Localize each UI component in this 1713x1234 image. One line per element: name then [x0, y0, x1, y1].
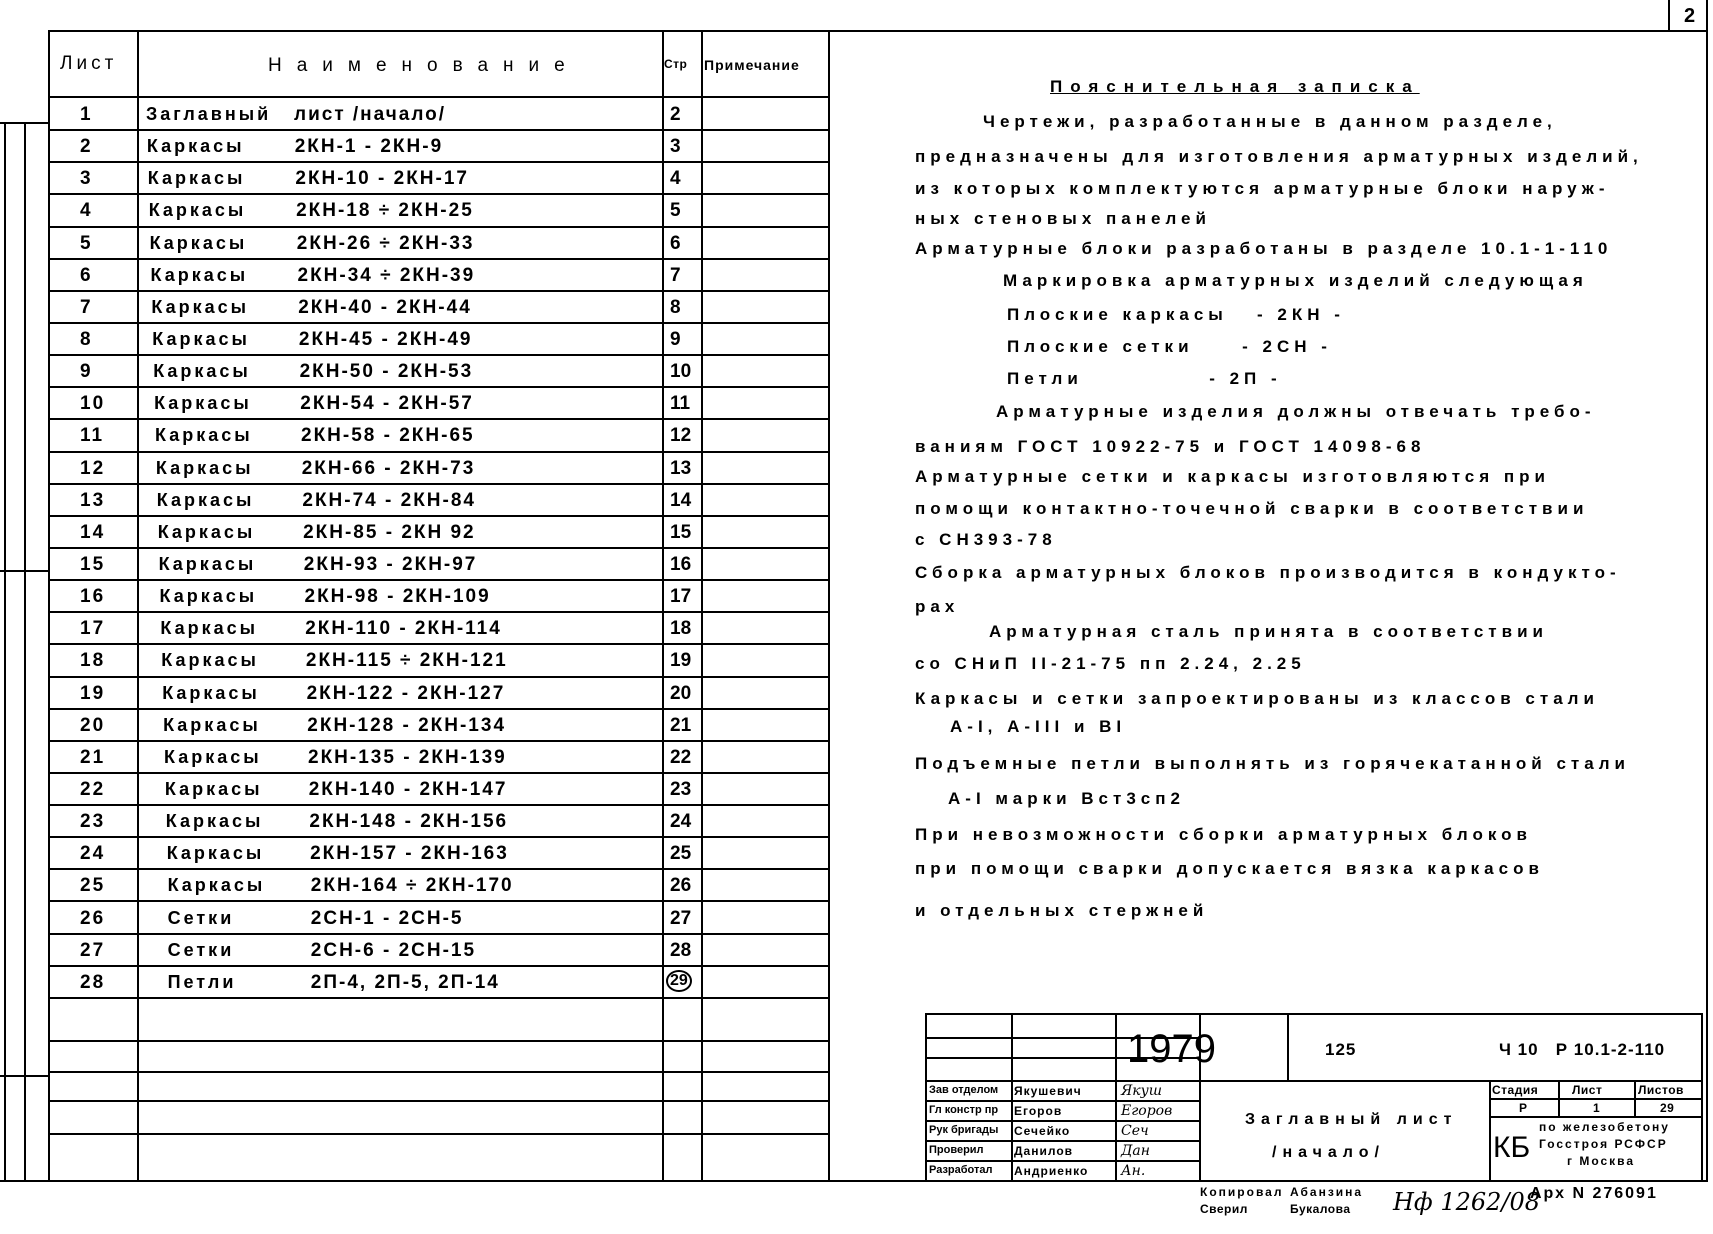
row-type: Каркасы — [160, 618, 259, 639]
row-number: 13 — [80, 489, 106, 511]
row-range: 2КН-74 - 2КН-84 — [302, 489, 476, 511]
row-page: 7 — [670, 264, 681, 286]
row-range: 2СН-1 - 2СН-5 — [310, 907, 464, 929]
row-type: Каркасы — [165, 811, 264, 832]
row-range: 2П-4, 2П-5, 2П-14 — [310, 971, 500, 993]
row-type: Каркасы — [146, 136, 245, 157]
row-number: 15 — [80, 553, 106, 575]
row-range: 2КН-110 - 2КН-114 — [305, 618, 502, 640]
year: 1979 — [1127, 1027, 1216, 1071]
signature: Якуш — [1121, 1083, 1163, 1099]
grid-line — [1287, 1015, 1289, 1080]
series-code: 125 — [1325, 1040, 1357, 1059]
row-page: 29 — [666, 970, 692, 992]
row-type: Каркасы — [155, 425, 253, 446]
note-line: Арматурные блоки разработаны в разделе 10.1-1-110 — [915, 239, 1613, 258]
row-type: Каркасы — [147, 168, 246, 189]
row-number: 23 — [80, 811, 106, 833]
row-type: Заглавный — [146, 104, 272, 124]
row-page: 9 — [670, 328, 681, 350]
row-number: 12 — [80, 457, 106, 479]
row-type: Каркасы — [163, 714, 261, 735]
signature: Дан — [1121, 1143, 1150, 1159]
row-range: 2КН-45 - 2КН-49 — [298, 328, 473, 350]
staff-name: Егоров — [1014, 1104, 1063, 1118]
row-page: 21 — [670, 714, 692, 736]
row-page: 11 — [670, 393, 691, 415]
row-range: 2КН-34 ÷ 2КН-39 — [297, 264, 476, 286]
staff-name: Сечейко — [1014, 1124, 1071, 1138]
row-page: 18 — [670, 618, 692, 640]
row-number: 14 — [80, 521, 106, 543]
note-line: Петли - 2П - — [1007, 369, 1282, 388]
row-range: 2КН-40 - 2КН-44 — [298, 296, 472, 318]
row-number: 2 — [80, 136, 93, 158]
row-type: Каркасы — [151, 296, 250, 317]
row-type: Каркасы — [159, 586, 258, 607]
row-range: 2КН-135 - 2КН-139 — [308, 746, 507, 768]
row-number: 24 — [80, 843, 106, 865]
org-abbr: КБ — [1493, 1131, 1531, 1164]
row-range: 2КН-93 - 2КН-97 — [303, 553, 478, 575]
margin-strip-divider — [0, 1075, 48, 1077]
grid-line — [1489, 1098, 1701, 1100]
row-page: 24 — [670, 811, 692, 833]
note-line: и отдельных стержней — [915, 901, 1209, 920]
row-range: 2КН-10 - 2КН-17 — [295, 168, 469, 190]
org-line: по железобетону — [1539, 1120, 1670, 1134]
row-number: 4 — [80, 200, 93, 222]
row-page: 6 — [670, 232, 681, 254]
note-line: А-I марки Вст3сп2 — [948, 789, 1185, 808]
row-type: Каркасы — [153, 361, 251, 382]
note-line: предназначены для изготовления арматурных изделий, — [915, 147, 1643, 166]
row-number: 8 — [80, 328, 93, 350]
row-page: 23 — [670, 778, 692, 800]
staff-role: Проверил — [929, 1144, 984, 1156]
row-page: 12 — [670, 425, 692, 447]
row-number: 10 — [80, 393, 106, 415]
row-number: 9 — [80, 361, 93, 383]
row-type: Каркасы — [164, 746, 262, 767]
org-line: Госстроя РСФСР — [1539, 1137, 1668, 1151]
staff-name: Данилов — [1014, 1144, 1074, 1158]
row-range: 2КН-26 ÷ 2КН-33 — [296, 232, 475, 254]
note-line: из которых комплектуются арматурные блоки наруж- — [915, 179, 1610, 198]
row-page: 14 — [670, 489, 692, 511]
row-type: Каркасы — [155, 457, 254, 478]
note-line: Плоские сетки - 2СН - — [1007, 337, 1332, 356]
row-type: Каркасы — [150, 264, 249, 285]
empty-row-divider — [50, 1133, 828, 1135]
row-page: 26 — [670, 875, 692, 897]
row-range: 2КН-1 - 2КН-9 — [294, 136, 444, 158]
row-page: 19 — [670, 650, 692, 672]
row-page: 10 — [670, 361, 692, 383]
note-line: Маркировка арматурных изделий следующая — [1003, 271, 1588, 290]
staff-name: Андриенко — [1014, 1164, 1089, 1178]
checked-label: Сверил — [1200, 1202, 1248, 1216]
signature: Егоров — [1121, 1103, 1173, 1119]
sheet-label: Лист — [1572, 1083, 1603, 1097]
page-number: 2 — [1684, 5, 1699, 27]
note-line: Каркасы и сетки запроектированы из классов стали — [915, 689, 1599, 708]
sheet-title: Заглавный лист — [1245, 1111, 1458, 1128]
empty-row-divider — [50, 1071, 828, 1073]
row-number: 17 — [80, 618, 106, 640]
row-range: 2КН-85 - 2КН 92 — [303, 521, 476, 543]
signature: Ан. — [1121, 1163, 1146, 1179]
grid-line — [927, 1140, 1199, 1142]
note-line: помощи контактно-точечной сварки в соответствии — [915, 499, 1589, 518]
row-range: 2КН-122 - 2КН-127 — [306, 682, 506, 704]
header-name: Наименование — [268, 55, 580, 76]
row-number: 6 — [80, 264, 93, 286]
row-number: 22 — [80, 778, 106, 800]
archive-number: Арх N 276091 — [1530, 1185, 1658, 1202]
row-number: 19 — [80, 682, 106, 704]
row-range: 2СН-6 - 2СН-15 — [310, 939, 477, 961]
staff-role: Гл констр пр — [929, 1104, 999, 1116]
row-number: 25 — [80, 875, 106, 897]
row-page: 17 — [670, 586, 692, 608]
sheets-value: 29 — [1660, 1101, 1675, 1115]
row-type: Каркасы — [152, 328, 250, 349]
staff-role: Зав отделом — [929, 1084, 999, 1096]
row-page: 20 — [670, 682, 692, 704]
row-type: Каркасы — [154, 393, 252, 414]
row-number: 27 — [80, 939, 106, 961]
row-type: Каркасы — [158, 553, 257, 574]
staff-role: Рук бригады — [929, 1124, 999, 1136]
grid-line — [1115, 1015, 1117, 1182]
row-range: 2КН-148 - 2КН-156 — [309, 811, 509, 833]
grid-line — [927, 1120, 1199, 1122]
row-range: 2КН-50 - 2КН-53 — [299, 361, 474, 383]
note-line: Плоские каркасы - 2КН - — [1007, 305, 1345, 324]
grid-line — [1489, 1116, 1701, 1118]
row-type: Сетки — [167, 907, 235, 928]
note-line: со СНиП II-21-75 пп 2.24, 2.25 — [915, 654, 1306, 673]
note-line: Арматурные изделия должны отвечать требо- — [996, 402, 1596, 421]
title-block — [925, 1013, 1703, 1182]
note-line: Чертежи, разработанные в данном разделе, — [983, 112, 1557, 131]
row-page: 4 — [670, 168, 681, 190]
note-line: рах — [915, 597, 960, 616]
copied-by: Абанзина — [1290, 1185, 1364, 1199]
sheet-subtitle: /начало/ — [1272, 1144, 1385, 1161]
row-type: Петли — [167, 971, 237, 992]
row-page: 22 — [670, 746, 692, 768]
header-sheet: Лист — [60, 53, 118, 74]
grid-line — [1489, 1080, 1491, 1182]
note-line: При невозможности сборки арматурных блоков — [915, 825, 1532, 844]
signature: Сеч — [1121, 1123, 1149, 1139]
row-type: Каркасы — [156, 489, 255, 510]
row-type: Каркасы — [164, 778, 263, 799]
grid-line — [927, 1160, 1199, 1162]
staff-role: Разработал — [929, 1164, 993, 1176]
note-line: Арматурные сетки и каркасы изготовляются при — [915, 467, 1550, 486]
row-type: Каркасы — [148, 200, 247, 221]
row-page: 28 — [670, 939, 692, 961]
org-line: г Москва — [1567, 1154, 1636, 1168]
row-range: лист /начало/ — [294, 104, 447, 125]
row-page: 16 — [670, 553, 692, 575]
row-type: Каркасы — [149, 232, 248, 253]
row-number: 26 — [80, 907, 106, 929]
row-number: 16 — [80, 586, 106, 608]
sheet-value: 1 — [1593, 1101, 1601, 1115]
staff-name: Якушевич — [1014, 1084, 1082, 1098]
row-type: Каркасы — [161, 650, 259, 671]
row-type: Сетки — [167, 939, 235, 960]
empty-row-divider — [50, 1100, 828, 1102]
row-range: 2КН-18 ÷ 2КН-25 — [296, 200, 474, 222]
grid-line — [927, 1080, 1701, 1082]
handwritten-ref: Нф 1262/08 — [1393, 1188, 1541, 1216]
row-number: 20 — [80, 714, 106, 736]
note-line: Подъемные петли выполнять из горячекатанной стали — [915, 754, 1630, 773]
header-page: Стр — [664, 57, 688, 71]
stage-value: Р — [1519, 1101, 1528, 1115]
header-note: Примечание — [704, 57, 800, 73]
row-page: 2 — [670, 104, 681, 125]
row-page: 13 — [670, 457, 692, 479]
sheets-label: Листов — [1638, 1083, 1684, 1097]
note-line: при помощи сварки допускается вязка каркасов — [915, 859, 1544, 878]
row-range: 2КН-115 ÷ 2КН-121 — [305, 650, 508, 672]
row-range: 2КН-128 - 2КН-134 — [307, 714, 507, 736]
grid-line — [927, 1100, 1199, 1102]
row-range: 2КН-164 ÷ 2КН-170 — [310, 875, 514, 897]
row-type: Каркасы — [167, 875, 266, 896]
row-page: 3 — [670, 136, 681, 158]
row-number: 21 — [80, 746, 106, 768]
row-number: 11 — [80, 425, 105, 447]
note-title: Пояснительная записка — [1050, 77, 1420, 96]
row-number: 28 — [80, 971, 106, 993]
row-number: 7 — [80, 296, 93, 318]
row-range: 2КН-157 - 2КН-163 — [310, 843, 509, 865]
grid-line — [1011, 1015, 1013, 1182]
checked-by: Букалова — [1290, 1202, 1351, 1216]
row-type: Каркасы — [166, 843, 265, 864]
row-page: 5 — [670, 200, 681, 222]
stage-label: Стадия — [1492, 1083, 1539, 1097]
row-page: 27 — [670, 907, 692, 929]
row-page: 15 — [670, 521, 692, 543]
row-number: 1 — [80, 104, 93, 125]
copied-label: Копировал — [1200, 1185, 1284, 1199]
empty-row-divider — [50, 1040, 828, 1042]
note-line: А-I, А-III и ВI — [950, 717, 1127, 736]
note-line: Арматурная сталь принята в соответствии — [989, 622, 1548, 641]
row-range: 2КН-98 - 2КН-109 — [304, 586, 491, 608]
row-range: 2КН-66 - 2КН-73 — [301, 457, 476, 479]
row-number: 5 — [80, 232, 93, 254]
row-number: 3 — [80, 168, 93, 190]
note-line: Сборка арматурных блоков производится в кондукто- — [915, 563, 1621, 582]
row-type: Каркасы — [162, 682, 260, 703]
row-type: Каркасы — [157, 521, 256, 542]
note-line: с СН393-78 — [915, 530, 1057, 549]
note-line: ных стеновых панелей — [915, 209, 1211, 228]
row-number: 18 — [80, 650, 106, 672]
row-page: 25 — [670, 843, 692, 865]
row-page: 8 — [670, 296, 681, 318]
document-code: Ч 10 Р 10.1-2-110 — [1499, 1040, 1666, 1059]
row-range: 2КН-58 - 2КН-65 — [301, 425, 475, 447]
note-line: ваниям ГОСТ 10922-75 и ГОСТ 14098-68 — [915, 437, 1426, 456]
row-range: 2КН-54 - 2КН-57 — [300, 393, 474, 415]
row-range: 2КН-140 - 2КН-147 — [308, 778, 508, 800]
